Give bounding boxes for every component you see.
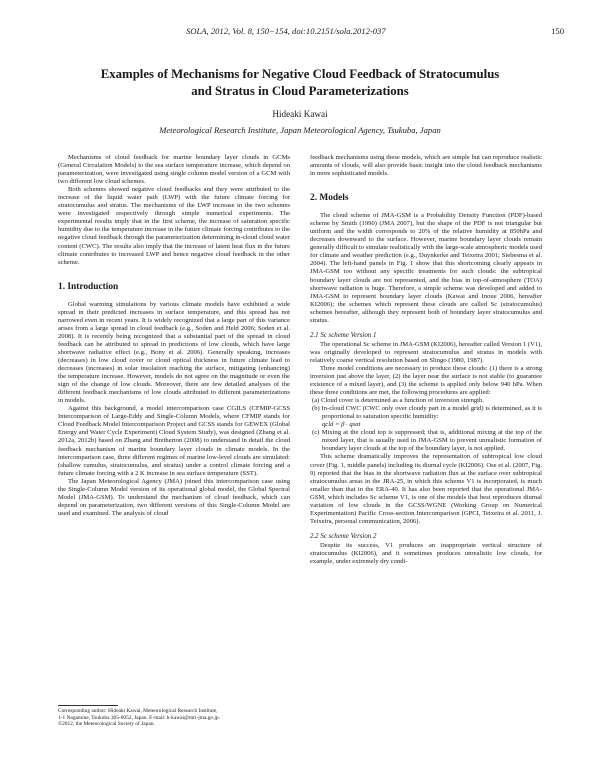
v1-formula <box>310 421 542 429</box>
footnote-line-2: 1-1 Nagamine, Tsukuba 305-0052, Japan. E-mail: h-kawai@mri-jma.go.jp. <box>58 714 220 721</box>
abstract-paragraph-2: Both schemes showed negative cloud feedbacks and they were attributed to the increase of the liquid water path (LWP) with the future climate forcing for stratocumulus and stratus. The mechanisms of the LWP increase in the two schemes were investigated respectively through simple numerical experiments. The experimental results imply that in the first scheme, the increase of saturation specific humidity due to the temperature increase in the future climate forcing contributes to the negative cloud feedback through the parameterization determining in-cloud cloud water content (CWC). The results also imply that the increase of latent heat flux in the future climate contributes to increased LWP and hence negative cloud feedback in the other scheme. <box>58 186 290 266</box>
intro-paragraph-3: The Japan Meteorological Agency (JMA) joined this intercomparison case using the Single-Column Model version of its operational global model, the Global Spectral Model (JMA-GSM). To understand the mechanism of cloud feedback, which can depend on parameterization, two different versions of this Single-Column Model are used and examined. The analysis of cloud <box>58 477 290 517</box>
footnote-line-3: ©2012, the Meteorological Society of Japan. <box>58 721 155 728</box>
footnote-divider <box>58 705 118 706</box>
paper-title <box>40 66 560 100</box>
subsection-heading-version-2: 2.2 Sc scheme Version 2 <box>310 532 377 540</box>
intro-paragraph-1: Global warming simulations by various climate models have exhibited a wide spread in their predicted increases in surface temperature, and this spread has not narrowed even in recent years. It is widely recognized that a large part of this variance arises from a large spread in cloud feedback (e.g., Soden and Held 2006; Soden et al. 2008). It is recently being recognized that a substantial part of the spread in cloud feedback can be attributed to spread in predictions of low clouds, which have large shortwave radiative effect (e.g., Bony et al. 2006). Generally speaking, increases (decreases) in low cloud cover or cloud optical thickness in future climate lead to decreases (increases) in solar insolation reaching the surface, mitigating (enhancing) the temperature increase. However, models do not agree on the magnitude or even the sign of the change of low clouds. Moreover, there are few detailed analyses of the different feedback mechanisms of low clouds attributed to different parameterizations in models. <box>58 300 290 405</box>
left-column <box>58 154 290 518</box>
journal-citation: SOLA, 2012, Vol. 8, 150−154, doi:10.2151/sola.2012-037 <box>186 26 386 36</box>
v1-paragraph-1: The operational Sc scheme in JMA-GSM (KI2006), hereafter called Version 1 (V1), was originally developed to represent stratocumulus and stratus in models with relatively coarse vertical resolution based on Slingo (1980, 1987). <box>310 340 542 364</box>
author-affiliation: Meteorological Research Institute, Japan Meteorological Agency, Tsukuba, Japan <box>159 125 441 135</box>
abstract <box>58 154 290 267</box>
v1-item-c: (c) Mixing at the cloud top is suppressed; that is, additional mixing at the top of the mixed layer, that is usually used in JMA-GSM to prevent unrealistic formation of boundary layer clouds at the top of the boundary layer, is not applied. <box>312 429 542 453</box>
abstract-paragraph-1: Mechanisms of cloud feedback for marine boundary layer clouds in GCMs (General Circulation Models) to the sea surface temperature increase, which depend on parameterization, were investigated using single column model version of a GCM with two different low cloud schemes. <box>58 154 290 186</box>
formula-text: qcld = β · qsat <box>322 421 361 429</box>
author-name: Hideaki Kawai <box>272 109 328 119</box>
v1-paragraph-3: This scheme dramatically improves the representation of subtropical low cloud cover (Fig. 1, middle panels) including its diurnal cycle (KI2006). Ose et al. (2007, Fig. 9) reported that the bias in the shortwave radiation flux at the surface over subtropical stratocumulus areas in the JRA-25, in which this scheme V1 is incorporated, is much smaller than that in the ERA-40. It has also been reported that the operational JMA-GSM, which includes Sc scheme V1, is one of the models that best reproduces diurnal variation of low clouds in the GCSS/WGNE (Working Group on Numerical Experimentation) Pacific Cross-section Intercomparison (GPCI, Teixeira et al. 2011, J. Teixeira, personal communication, 2006). <box>310 453 542 525</box>
models-paragraph-1: The cloud scheme of JMA-GSM is a Probability Density Function (PDF)-based scheme by Smith (1990) (JMA 2007), but the shape of the PDF is not triangular but uniform and the width corresponds to 20% of the relative humidity at 850hPa and decreases downward to the surface. However, marine boundary layer clouds remain generally difficult to simulate realistically with the large-scale atmospheric models used for climate and weather prediction (e.g., Duynkerke and Teixeira 2001; Siebesma et al. 2004). The left-hand panels in Fig. 1 show that this shortcoming clearly appears in JMA-GSM too without any specific treatments for such clouds: the subtropical boundary layer clouds are not represented, and the bias in top-of-atmosphere (TOA) shortwave radiation is huge. Therefore, a simple scheme was developed and added to JMA-GSM to represent boundary layer clouds (Kawai and Inoue 2006, hereafter KI2006); the schemes which represent these clouds are called Sc (stratocumulus) schemes hereafter, although they represent both of boundary layer stratocumulus and stratus. <box>310 212 542 324</box>
section-heading-models: 2. Models <box>310 193 349 204</box>
v1-item-a: (a) Cloud cover is determined as a function of inversion strength. <box>312 397 484 405</box>
intro-continuation: feedback mechanisms using these models, which are simple but can reproduce realistic amounts of clouds, will also provide basic insight into the cloud feedback mechanisms in more sophisticated models. <box>310 154 542 178</box>
section-heading-introduction: 1. Introduction <box>58 281 119 292</box>
intro-paragraph-2: Against this background, a model intercomparison case CGILS (CFMIP-GCSS Intercomparison of Large-Eddy and Single-Column Models, where CFMIP stands for Cloud Feedback Model Intercomparison Project and GCSS stands for GEWEX (Global Energy and Water Cycle Experiment) Cloud System Study), was designed (Zhang et al. 2012a, 2012b) based on Zhang and Bretherton (2008) to understand in detail the cloud feedback mechanism of marine boundary layer clouds in climate models. In the intercomparison case, three different regimes of marine low-level clouds are simulated: (shallow cumulus, stratocumulus, and stratus) under a control climate forcing and a future climate forcing with a 2 K increase in sea surface temperature (SST). <box>58 405 290 477</box>
page-number: 150 <box>551 26 564 36</box>
footnote-line-1: Corresponding author: Hideaki Kawai, Meteorological Research Institute, <box>58 708 218 714</box>
v1-item-b: (b) In-cloud CWC (CWC only over cloudy part in a model grid) is determined, as it is proportional to saturation specific humidity: <box>312 405 542 421</box>
v2-paragraph-1: Despite its success, V1 produces an inappropriate vertical structure of stratocumulus (KI2006), and it sometimes produces unrealistic low clouds, for example, under extremely dry condi- <box>310 541 542 565</box>
title-line-2: and Stratus in Cloud Parameterizations <box>191 84 409 98</box>
corresponding-author-footnote <box>58 708 290 728</box>
right-column <box>310 154 542 566</box>
page-header <box>36 26 564 38</box>
title-line-1: Examples of Mechanisms for Negative Cloud Feedback of Stratocumulus <box>100 67 500 81</box>
subsection-heading-version-1: 2.1 Sc scheme Version 1 <box>310 331 377 339</box>
v1-paragraph-2: Three model conditions are necessary to produce these clouds: (1) there is a strong inversion just above the layer, (2) the layer near the surface is not stable (to guarantee existence of a mixed layer), and (3) the scheme is applied only below 940 hPa. When these three conditions are met, the following procedures are applied: <box>310 364 542 397</box>
